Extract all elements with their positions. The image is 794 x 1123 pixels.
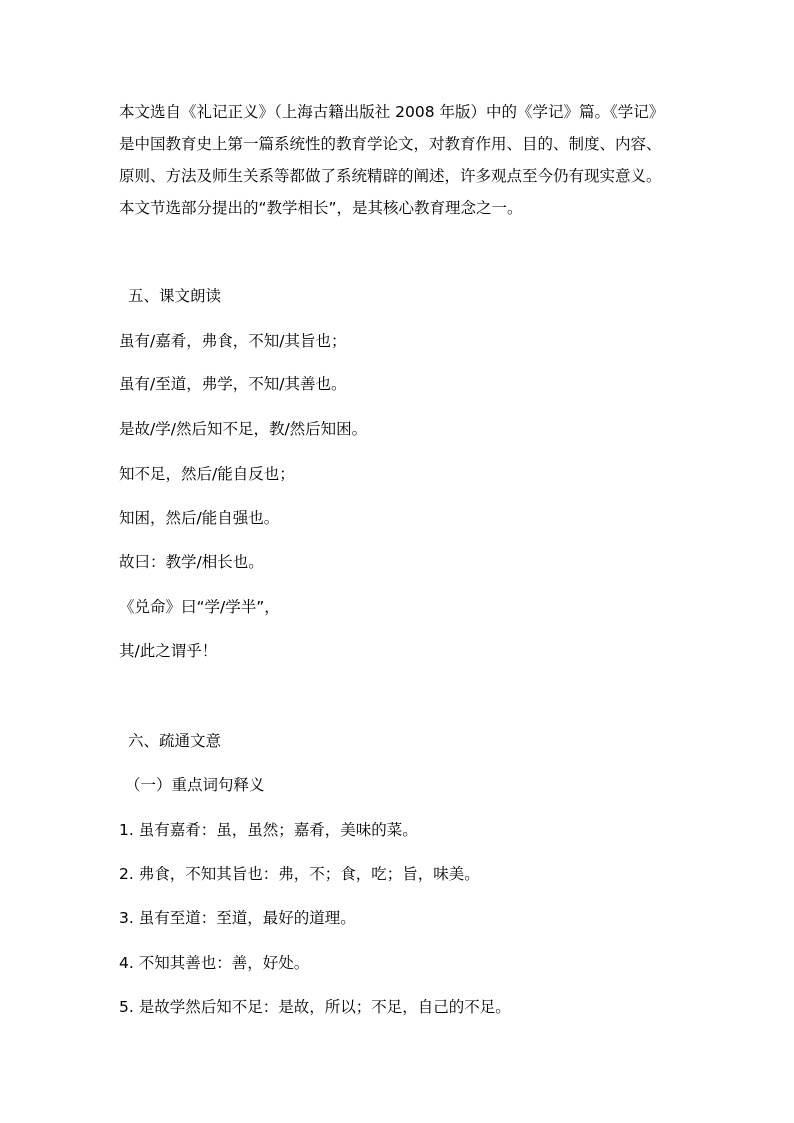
vocabulary-item: 5. 是故学然后知不足：是故，所以；不足，自己的不足。: [119, 998, 511, 1016]
reading-line: 是故/学/然后知不足，教/然后知困。: [119, 420, 368, 438]
reading-line: 其/此之谓乎！: [119, 642, 218, 660]
reading-line: 故曰：教学/相长也。: [119, 553, 264, 571]
vocabulary-item: 1. 虽有嘉肴：虽，虽然；嘉肴，美味的菜。: [119, 821, 418, 839]
reading-line: 知不足，然后/能自反也；: [119, 465, 295, 483]
vocabulary-item: 2. 弗食，不知其旨也：弗，不；食，吃；旨，味美。: [119, 865, 480, 883]
reading-line: 知困，然后/能自强也。: [119, 509, 280, 527]
section-heading-reading: 五、课文朗读: [128, 287, 222, 305]
intro-line: 是中国教育史上第一篇系统性的教育学论文，对教育作用、目的、制度、内容、: [119, 135, 662, 153]
intro-line: 原则、方法及师生关系等都做了系统精辟的阐述，许多观点至今仍有现实意义。: [119, 167, 662, 185]
intro-line: 本文选自《礼记正义》（上海古籍出版社 2008 年版）中的《学记》篇。《学记》: [119, 103, 665, 121]
reading-line: 虽有/嘉肴，弗食，不知/其旨也；: [119, 332, 347, 350]
vocabulary-item: 3. 虽有至道：至道，最好的道理。: [119, 909, 356, 927]
reading-line: 《兑命》曰“学/学半”，: [119, 598, 280, 616]
reading-line: 虽有/至道，弗学，不知/其善也。: [119, 375, 347, 393]
section-heading-meaning: 六、疏通文意: [128, 732, 222, 750]
intro-line: 本文节选部分提出的“教学相长”，是其核心教育理念之一。: [119, 199, 523, 217]
intro-paragraph: [119, 96, 689, 224]
vocabulary-item: 4. 不知其善也：善，好处。: [119, 954, 310, 972]
subsection-heading-vocabulary: （一）重点词句释义: [125, 776, 265, 794]
